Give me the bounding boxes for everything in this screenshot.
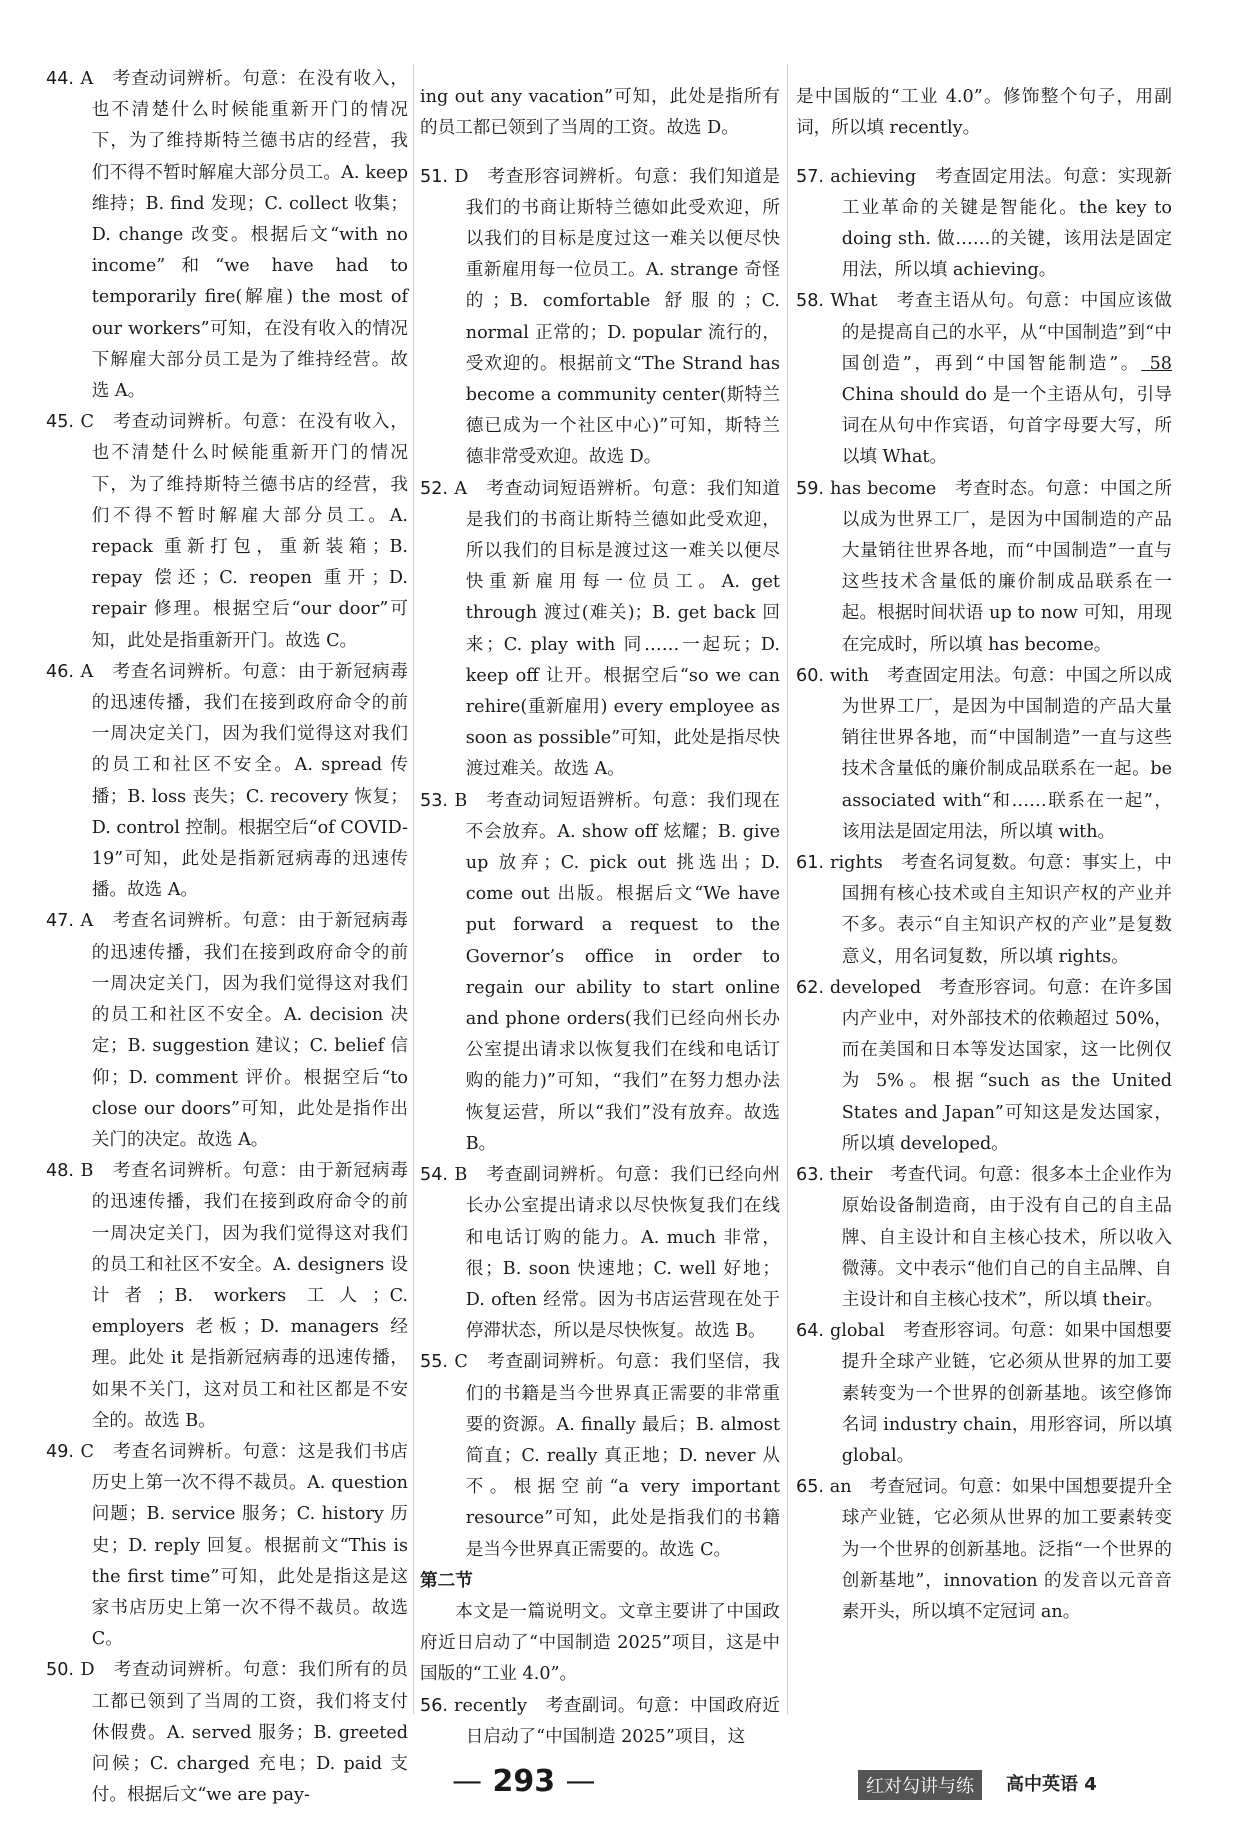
section-title: 第二节 bbox=[420, 1570, 473, 1591]
question-number: 58. bbox=[796, 291, 824, 312]
answer-explanation: What 考查主语从句。句意：中国应该做的是提高自己的水平，从“中国制造”到“中国创造”，再到“中国智能制造”。 bbox=[830, 291, 1172, 374]
question-number: 55. bbox=[420, 1352, 448, 1373]
answer-explanation: B 考查名词辨析。句意：由于新冠病毒的迅速传播，我们在接到政府命令的前一周决定关门，因为我们觉得这对我们的员工和社区不安全。A. designers 设计者；B. workers 工人；C. employers 老板；D. managers 经理。此处 it 是指新冠病毒的迅速传播，如果不关门，这对员工和社区都是不安全的。故选 B。 bbox=[80, 1161, 409, 1431]
question-number: 54. bbox=[420, 1165, 448, 1186]
answer-item bbox=[796, 1472, 1172, 1628]
answer-explanation: achieving 考查固定用法。句意：实现新工业革命的关键是智能化。the key to doing sth. 做……的关键，该用法是固定用法，所以填 achieving。 bbox=[830, 166, 1173, 281]
blank-marker: 58 bbox=[1141, 353, 1172, 374]
answer-item bbox=[420, 1691, 780, 1753]
column-divider bbox=[413, 64, 414, 1714]
answer-explanation: A 考查名词辨析。句意：由于新冠病毒的迅速传播，我们在接到政府命令的前一周决定关门，因为我们觉得这对我们的员工和社区不安全。A. spread 传播；B. loss 丧失；C. recovery 恢复；D. control 控制。根据空后“of COVID-19”可知，此处是指新冠病毒的迅速传播。故选 A。 bbox=[80, 661, 408, 901]
answer-explanation: recently 考查副词。句意：中国政府近日启动了“中国制造 2025”项目，这 bbox=[454, 1695, 780, 1747]
page-footer bbox=[0, 1764, 1250, 1814]
question-number: 48. bbox=[46, 1161, 74, 1182]
column-divider bbox=[787, 64, 788, 1714]
answer-continuation: ing out any vacation”可知，此处是指所有的员工都已领到了当周的工资。故选 D。 bbox=[420, 86, 780, 138]
answer-explanation: D 考查形容词辨析。句意：我们知道是我们的书商让斯特兰德如此受欢迎，所以我们的目标是度过这一难关以便尽快重新雇用每一位员工。A. strange 奇怪的；B. comfortable 舒服的；C. normal 正常的；D. popular 流行的，受欢迎的。根据前文“The Strand has become a community center(斯特兰德已成为一个社区中心)”可知，斯特兰德非常受欢迎。故选 D。 bbox=[454, 166, 780, 468]
question-number: 51. bbox=[420, 166, 448, 187]
question-number: 50. bbox=[46, 1660, 74, 1681]
question-number: 63. bbox=[796, 1165, 824, 1186]
question-number: 45. bbox=[46, 412, 74, 433]
answer-item bbox=[420, 1160, 780, 1347]
answer-column-3 bbox=[796, 64, 1172, 1628]
answer-item bbox=[796, 661, 1172, 848]
answer-item bbox=[46, 657, 408, 907]
answer-explanation: C 考查动词辨析。句意：在没有收入，也不清楚什么时候能重新开门的情况下，为了维持斯特兰德书店的经营，我们不得不暂时解雇大部分员工。A. repack 重新打包，重新装箱；B. repay 偿还；C. reopen 重开；D. repair 修理。根据空后“our door”可知，此处是指重新开门。故选 C。 bbox=[80, 412, 409, 651]
page-number: — 293 — bbox=[452, 1764, 596, 1799]
question-number: 62. bbox=[796, 977, 824, 998]
answer-explanation: C 考查副词辨析。句意：我们坚信，我们的书籍是当今世界真正需要的非常重要的资源。A. finally 最后；B. almost 简直；C. really 真正地；D. never 从不。根据空前“a very important resource”可知，此处是指我们的书籍是当今世界真正需要的。故选 C。 bbox=[454, 1352, 781, 1560]
answer-explanation: rights 考查名词复数。句意：事实上，中国拥有核心技术或自主知识产权的产业并不多。表示“自主知识产权的产业”是复数意义，用名词复数，所以填 rights。 bbox=[830, 853, 1172, 967]
answer-explanation: China should do 是一个主语从句，引导词在从句中作宾语，句首字母要大写，所以填 What。 bbox=[841, 385, 1172, 468]
answer-item bbox=[796, 1316, 1172, 1472]
answer-explanation: A 考查名词辨析。句意：由于新冠病毒的迅速传播，我们在接到政府命令的前一周决定关门，因为我们觉得这对我们的员工和社区不安全。A. decision 决定；B. suggestion 建议；C. belief 信仰；D. comment 评价。根据空后“to close our doors”可知，此处是指作出关门的决定。故选 A。 bbox=[80, 911, 408, 1150]
answer-explanation: A 考查动词短语辨析。句意：我们知道是我们的书商让斯特兰德如此受欢迎，所以我们的目标是渡过这一难关以便尽快重新雇用每一位员工。A. get through 渡过(难关)；B. get back 回来；C. play with 同……一起玩；D. keep off 让开。根据空后“so we can rehire(重新雇用) every employee as soon as possible”可知，此处是指尽快渡过难关。故选 A。 bbox=[454, 478, 780, 780]
answer-item bbox=[420, 786, 780, 1160]
question-number: 53. bbox=[420, 790, 448, 811]
question-number: 60. bbox=[796, 665, 824, 686]
answer-column-2 bbox=[420, 64, 780, 1753]
question-number: 57. bbox=[796, 166, 824, 187]
question-number: 56. bbox=[420, 1695, 448, 1716]
question-number: 64. bbox=[796, 1321, 824, 1342]
answer-explanation: with 考查固定用法。句意：中国之所以成为世界工厂，是因为中国制造的产品大量销往世界各地，而“中国制造”一直与这些技术含量低的廉价制成品联系在一起。be associated with“和……联系在一起”，该用法是固定用法，所以填 with。 bbox=[829, 665, 1172, 842]
question-number: 46. bbox=[46, 661, 74, 682]
answer-explanation: D 考查动词辨析。句意：我们所有的员工都已领到了当周的工资，我们将支付休假费。A. served 服务；B. greeted 问候；C. charged 充电；D. paid 支付。根据后文“we are pay- bbox=[80, 1660, 409, 1806]
answer-explanation: has become 考查时态。句意：中国之所以成为世界工厂，是因为中国制造的产品大量销往世界各地，而“中国制造”一直与这些技术含量低的廉价制成品联系在一起。根据时间状语 up to now 可知，用现在完成时，所以填 has become。 bbox=[830, 478, 1172, 655]
answer-item bbox=[46, 1437, 408, 1655]
answer-item bbox=[796, 848, 1172, 973]
answer-explanation: B 考查副词辨析。句意：我们已经向州长办公室提出请求以尽快恢复我们在线和电话订购的能力。A. much 非常，很；B. soon 快速地；C. well 好地；D. often 经常。因为书店运营现在处于停滞状态，所以是尽快恢复。故选 B。 bbox=[454, 1165, 781, 1342]
answer-item bbox=[46, 1156, 408, 1437]
answer-item bbox=[796, 162, 1172, 287]
answer-item bbox=[420, 1347, 780, 1565]
answer-item bbox=[796, 474, 1172, 661]
answer-item bbox=[420, 474, 780, 786]
answer-explanation: their 考查代词。句意：很多本土企业作为原始设备制造商，由于没有自己的自主品牌、自主设计和自主核心技术，所以收入微薄。文中表示“他们自己的自主品牌、自主设计和自主核心技术”，所以填 their。 bbox=[829, 1165, 1172, 1310]
question-number: 52. bbox=[420, 478, 448, 499]
answer-item bbox=[796, 973, 1172, 1160]
answer-explanation: B 考查动词短语辨析。句意：我们现在不会放弃。A. show off 炫耀；B. give up 放弃；C. pick out 挑选出；D. come out 出版。根据后文“We have put forward a request to the Governor’s office in order to regain our ability to start online and phone orders(我们已经向州长办公室提出请求以恢复我们在线和电话订购的能力)”可知，“我们”在努力想办法恢复运营，所以“我们”没有放弃。故选 B。 bbox=[454, 790, 781, 1154]
question-number: 47. bbox=[46, 911, 74, 932]
answer-item bbox=[46, 407, 408, 657]
question-number: 49. bbox=[46, 1441, 74, 1462]
question-number: 59. bbox=[796, 478, 824, 499]
answer-explanation: developed 考查形容词。句意：在许多国内产业中，对外部技术的依赖超过 50%，而在美国和日本等发达国家，这一比例仅为 5%。根据“such as the United States and Japan”可知这是发达国家，所以填 developed。 bbox=[829, 977, 1172, 1154]
answer-explanation: C 考查名词辨析。句意：这是我们书店历史上第一次不得不裁员。A. question 问题；B. service 服务；C. history 历史；D. reply 回复。根据前文“This is the first time”可知，此处是指这是这家书店历史上第一次不得不裁员。故选 C。 bbox=[80, 1441, 409, 1650]
passage-summary: 本文是一篇说明文。文章主要讲了中国政府近日启动了“中国制造 2025”项目，这是中国版的“工业 4.0”。 bbox=[420, 1601, 780, 1685]
question-number: 65. bbox=[796, 1477, 824, 1498]
answer-continuation: 是中国版的“工业 4.0”。修饰整个句子，用副词，所以填 recently。 bbox=[796, 86, 1172, 138]
answer-column-1 bbox=[46, 64, 408, 1811]
series-label: 红对勾讲与练 bbox=[858, 1770, 982, 1800]
answer-item bbox=[796, 1160, 1172, 1316]
answer-explanation: A 考查动词辨析。句意：在没有收入，也不清楚什么时候能重新开门的情况下，为了维持斯特兰德书店的经营，我们不得不暂时解雇大部分员工。A. keep 维持；B. find 发现；C. collect 收集；D. change 改变。根据后文“with no income”和“we have had to temporarily fire(解雇) the most of our workers”可知，在没有收入的情况下解雇大部分员工是为了维持经营。故选 A。 bbox=[80, 69, 408, 402]
volume-label: 高中英语 4 bbox=[1006, 1774, 1097, 1795]
answer-explanation: global 考查形容词。句意：如果中国想要提升全球产业链，它必须从世界的加工要素转变为一个世界的创新基地。该空修饰名词 industry chain，用形容词，所以填 global。 bbox=[829, 1321, 1172, 1466]
question-number: 44. bbox=[46, 69, 74, 89]
answer-item bbox=[46, 906, 408, 1156]
question-number: 61. bbox=[796, 853, 824, 874]
answer-item bbox=[796, 286, 1172, 473]
answer-explanation: an 考查冠词。句意：如果中国想要提升全球产业链，它必须从世界的加工要素转变为一个世界的创新基地。泛指“一个世界的创新基地”，innovation 的发音以元音音素开头，所以填不定冠词 an。 bbox=[829, 1477, 1173, 1622]
page-number-value: 293 bbox=[492, 1764, 556, 1799]
answer-item bbox=[46, 64, 408, 407]
answer-item bbox=[420, 162, 780, 474]
